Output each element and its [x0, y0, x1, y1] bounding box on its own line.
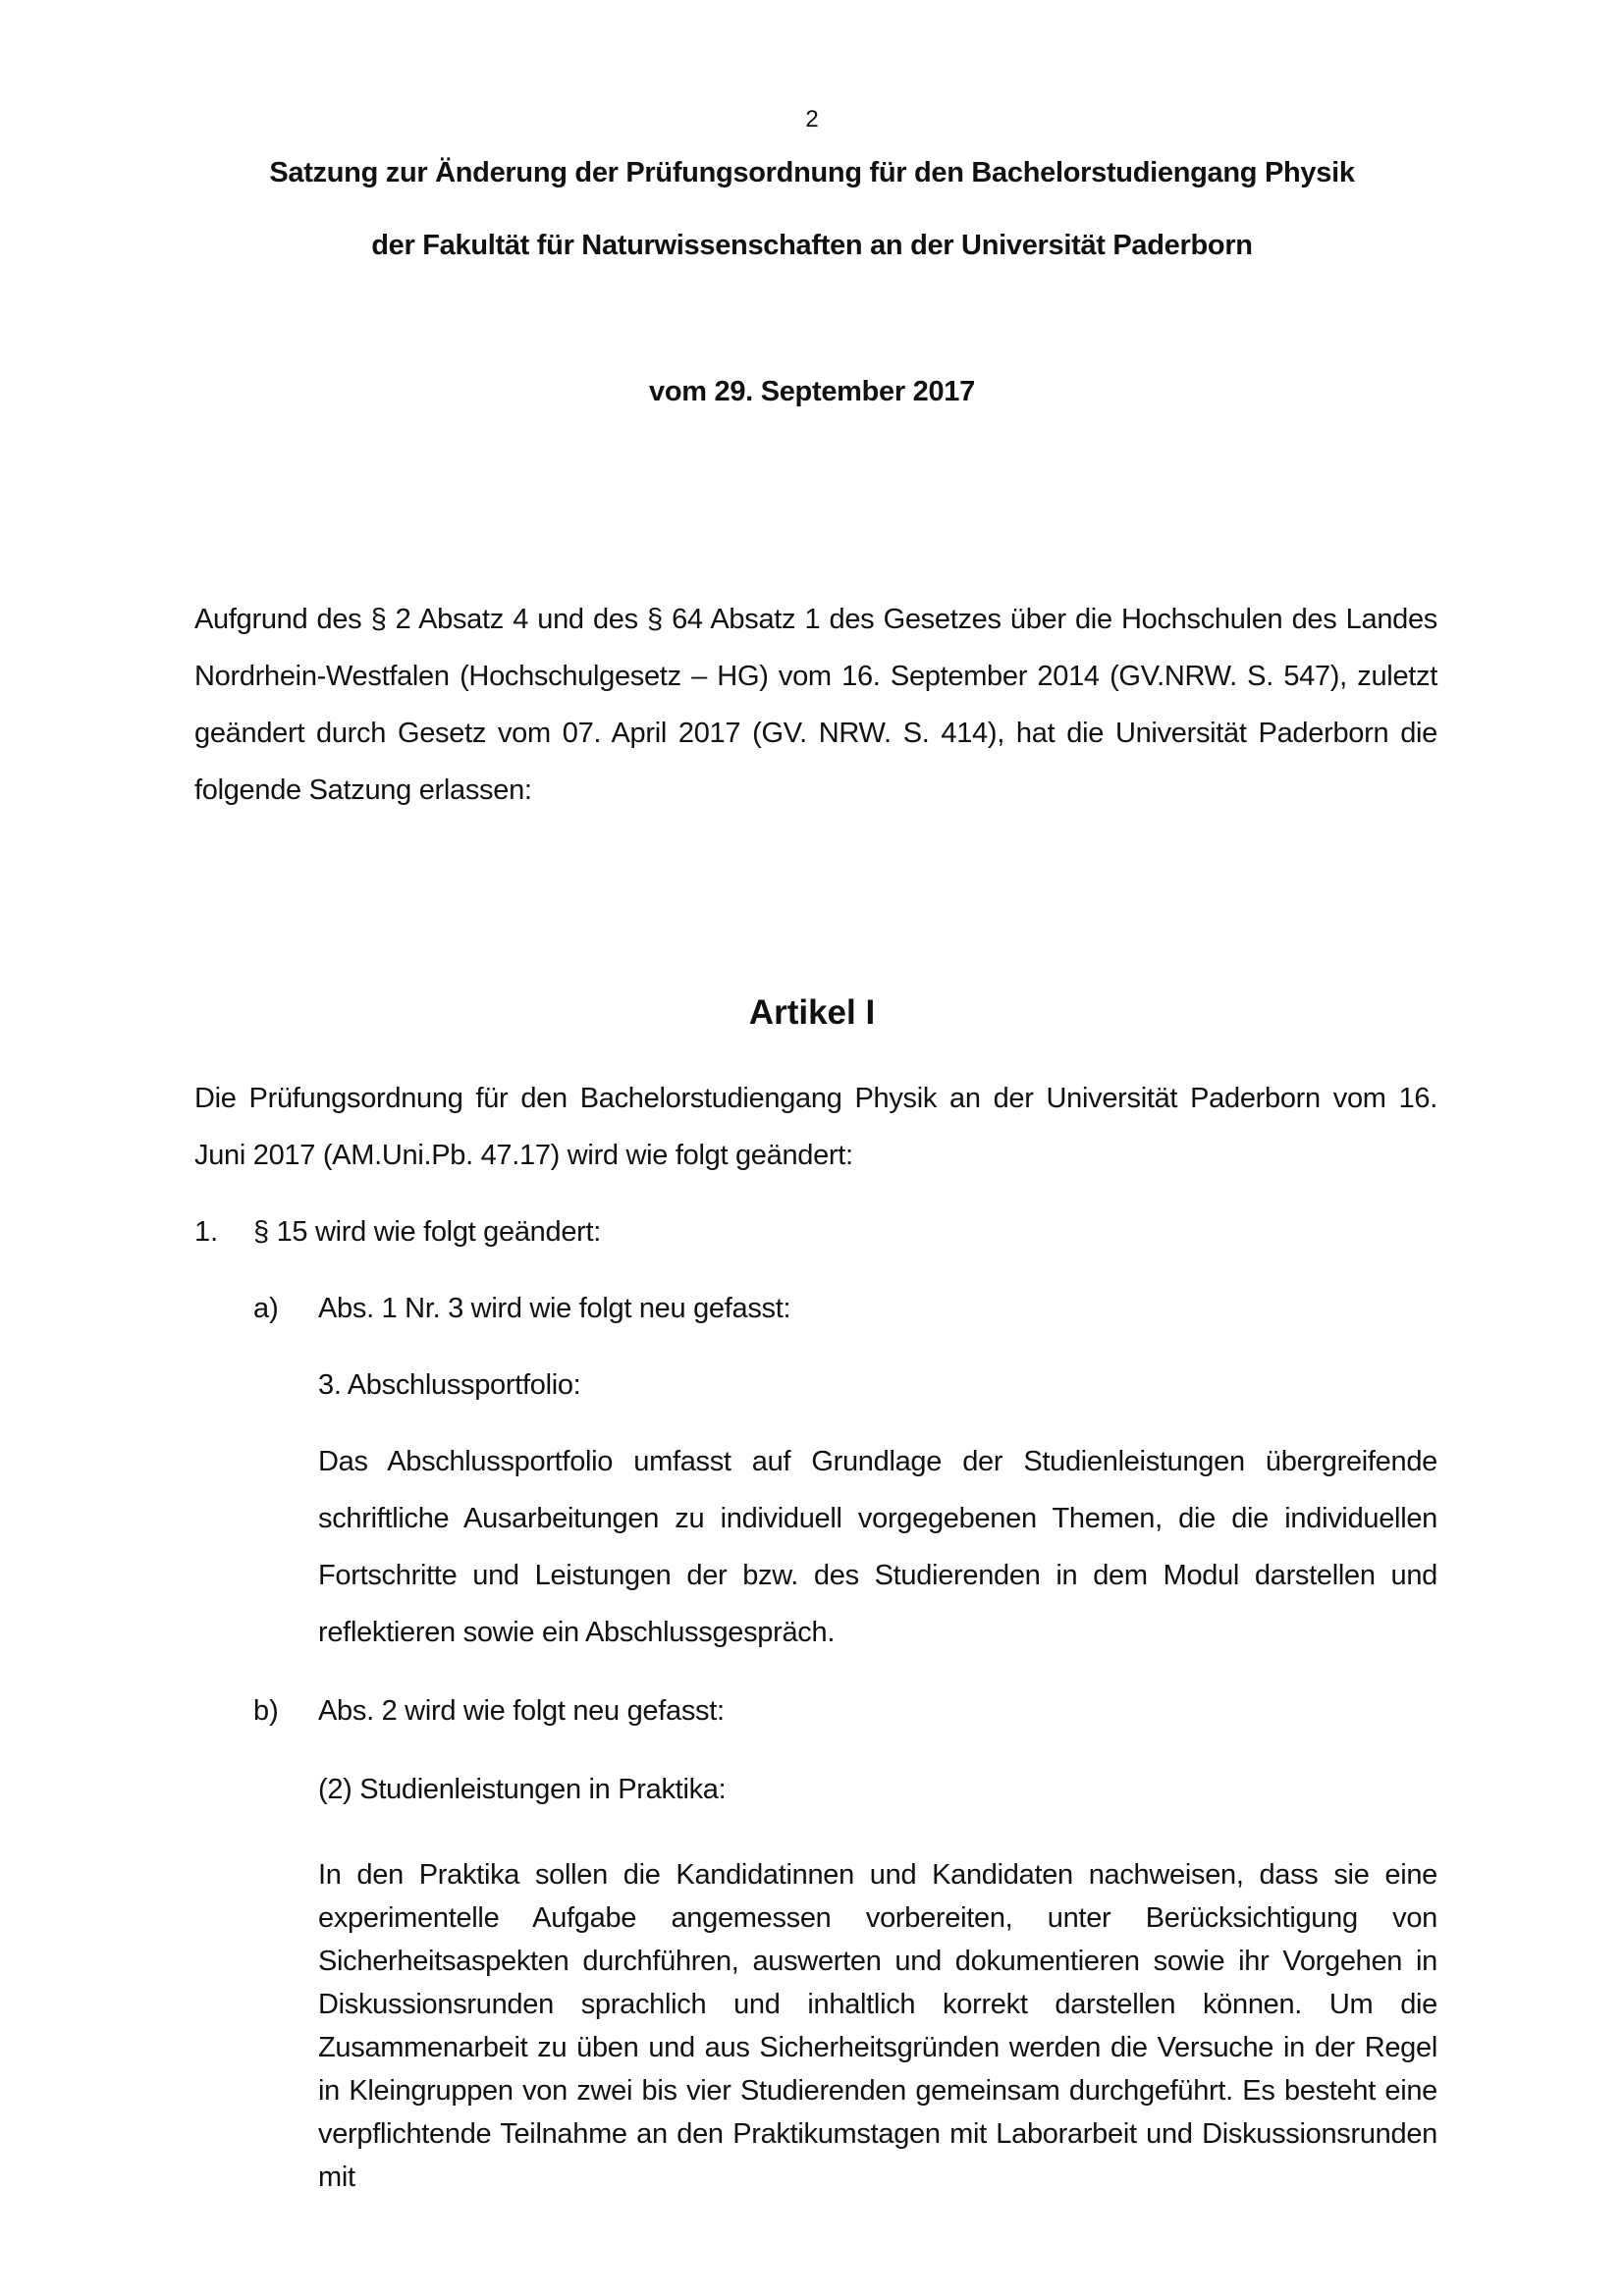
- item-1b-heading: (2) Studienleistungen in Praktika:: [318, 1774, 727, 1805]
- item-1a-letter: a): [253, 1293, 279, 1324]
- item-1b-body: In den Praktika sollen die Kandidatinnen und Kandidaten nachweisen, dass sie eine experimentelle Aufgabe angemessen vorbereiten, unter Berücksichtigung von Sicherheitsaspekten durchführen, auswerten und dokumentieren sowie ihr Vorgehen in Diskussionsrunden sprachlich und inhaltlich korrekt darstellen können. Um die Zusammenarbeit zu üben und aus Sicherheitsgründen werden die Versuche in der Regel in Kleingruppen von zwei bis vier Studierenden gemeinsam durchgeführt. Es besteht eine verpflichtende Teilnahme an den Praktikumstagen mit Laborarbeit und Diskussionsrunden mit: [318, 1859, 1437, 2193]
- page-number: 2: [805, 106, 819, 133]
- item-1-number: 1.: [194, 1216, 219, 1248]
- item-1a-body: Das Abschlussportfolio umfasst auf Grundlage der Studienleistungen übergreifende schriftliche Ausarbeitungen zu individuell vorgegebenen Themen, die die individuellen Fortschritte und Leistungen der bzw. des Studierenden in dem Modul darstellen und reflektieren sowie ein Abschlussgespräch.: [318, 1446, 1437, 1648]
- document-date: vom 29. September 2017: [649, 376, 975, 407]
- document-title-line-2: der Fakultät für Naturwissenschaften an der Universität Paderborn: [371, 230, 1253, 261]
- item-1a-heading: 3. Abschlussportfolio:: [318, 1369, 581, 1401]
- document-title-line-1: Satzung zur Änderung der Prüfungsordnung für den Bachelorstudiengang Physik: [269, 157, 1355, 188]
- item-1a-text: Abs. 1 Nr. 3 wird wie folgt neu gefasst:: [318, 1293, 791, 1324]
- item-1b-text: Abs. 2 wird wie folgt neu gefasst:: [318, 1695, 725, 1727]
- item-1b-letter: b): [253, 1695, 279, 1727]
- article-heading: Artikel I: [748, 993, 876, 1032]
- preamble-paragraph: Aufgrund des § 2 Absatz 4 und des § 64 Absatz 1 des Gesetzes über die Hochschulen des Landes Nordrhein-Westfalen (Hochschulgesetz – HG) vom 16. September 2014 (GV.NRW. S. 547), zuletzt geändert durch Gesetz vom 07. April 2017 (GV. NRW. S. 414), hat die Universität Paderborn die folgende Satzung erlassen:: [194, 604, 1437, 806]
- item-1-text: § 15 wird wie folgt geändert:: [253, 1216, 602, 1248]
- intro-paragraph: Die Prüfungsordnung für den Bachelorstudiengang Physik an der Universität Paderborn vom 16. Juni 2017 (AM.Uni.Pb. 47.17) wird wie folgt geändert:: [194, 1083, 1437, 1171]
